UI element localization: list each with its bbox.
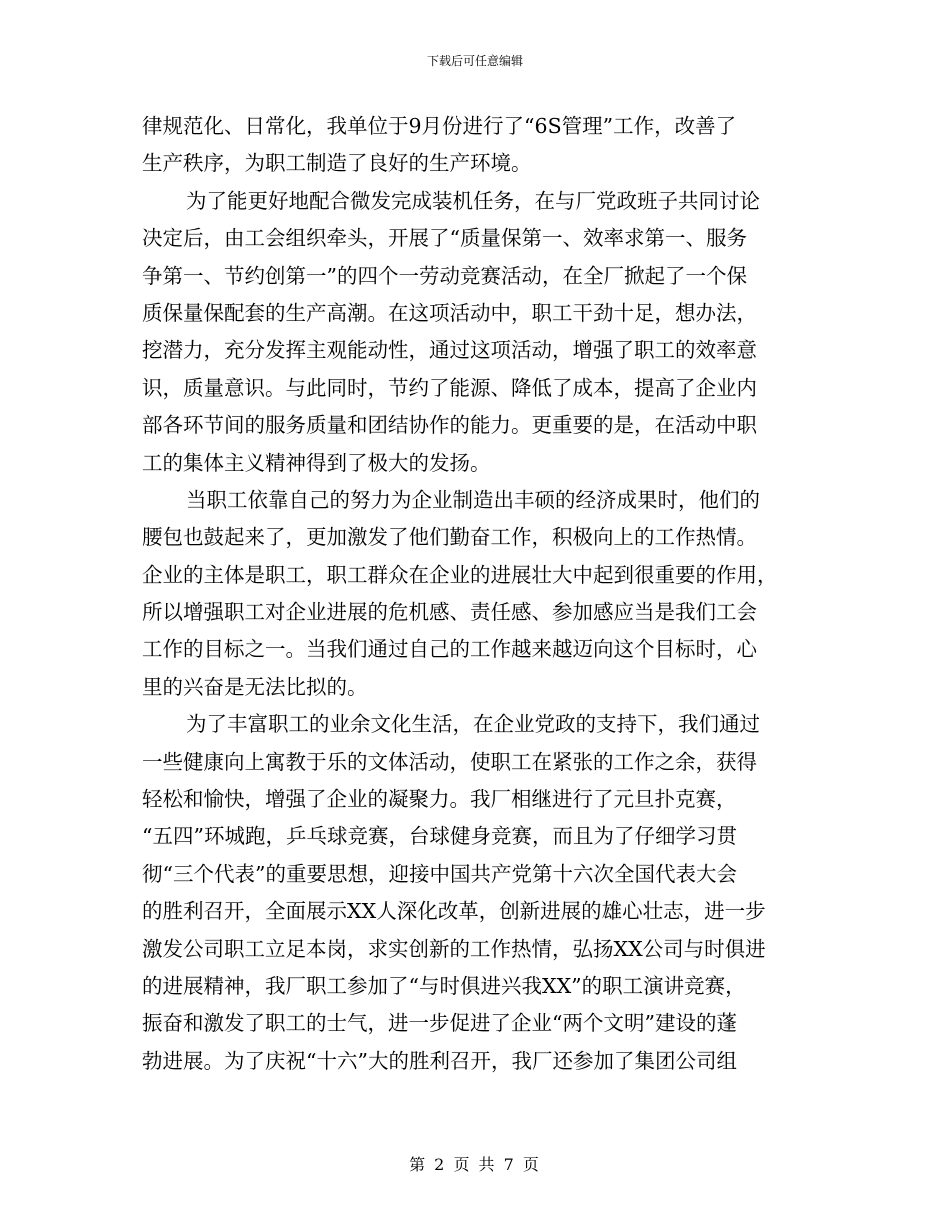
text-line: 腰包也鼓起来了，更加激发了他们勤奋工作，积极向上的工作热情。 <box>142 525 757 550</box>
page-number: 第 2 页 共 7 页 <box>409 1155 541 1174</box>
text-line: 所以增强职工对企业进展的危机感、责任感、参加感应当是我们工会 <box>142 600 757 625</box>
text-line: 当职工依靠自己的努力为企业制造出丰硕的经济成果时，他们的 <box>186 487 760 512</box>
text-line: 振奋和激发了职工的士气，进一步促进了企业“两个文明”建设的蓬 <box>142 1011 737 1036</box>
text-line: 质保量保配套的生产高潮。在这项活动中，职工干劲十足，想办法， <box>142 300 757 325</box>
text-line: 工作的目标之一。当我们通过自己的工作越来越迈向这个目标时，心 <box>142 637 757 662</box>
text-line: 激发公司职工立足本岗，求实创新的工作热情，弘扬XX公司与时俱进 <box>142 936 766 961</box>
text-line: 律规范化、日常化，我单位于9月份进行了“6S管理”工作，改善了 <box>142 114 737 138</box>
text-line: 部各环节间的服务质量和团结协作的能力。更重要的是，在活动中职 <box>142 413 757 438</box>
text-line: “五四”环城跑，乒乓球竞赛，台球健身竞赛，而且为了仔细学习贯 <box>142 824 737 849</box>
text-line: 决定后，由工会组织牵头，开展了“质量保第一、效率求第一、服务 <box>142 226 747 251</box>
text-line: 生产秩序，为职工制造了良好的生产环境。 <box>142 151 532 176</box>
text-line: 工的集体主义精神得到了极大的发扬。 <box>142 450 491 475</box>
text-line: 一些健康向上寓教于乐的文体活动，使职工在紧张的工作之余，获得 <box>142 749 757 774</box>
text-line: 为了丰富职工的业余文化生活，在企业党政的支持下，我们通过 <box>186 712 760 737</box>
page-header: 下载后可任意编辑 <box>426 54 523 68</box>
text-line: 勃进展。为了庆祝“十六”大的胜利召开，我厂还参加了集团公司组 <box>142 1048 737 1073</box>
text-line: 识，质量意识。与此同时，节约了能源、降低了成本，提高了企业内 <box>142 375 757 400</box>
text-line: 为了能更好地配合微发完成装机任务，在与厂党政班子共同讨论 <box>186 188 760 213</box>
text-line: 的胜利召开，全面展示XX人深化改革，创新进展的雄心壮志，进一步 <box>142 899 766 924</box>
text-line: 挖潜力，充分发挥主观能动性，通过这项活动，增强了职工的效率意 <box>142 338 757 363</box>
text-line: 轻松和愉快，增强了企业的凝聚力。我厂相继进行了元旦扑克赛， <box>142 787 737 812</box>
text-line: 的进展精神，我厂职工参加了“与时俱进兴我XX”的职工演讲竞赛， <box>142 973 746 998</box>
text-line: 争第一、节约创第一”的四个一劳动竞赛活动，在全厂掀起了一个保 <box>142 263 747 288</box>
text-line: 里的兴奋是无法比拟的。 <box>142 674 368 699</box>
document-body <box>142 108 810 1080</box>
text-line: 企业的主体是职工，职工群众在企业的进展壮大中起到很重要的作用， <box>142 562 778 587</box>
text-line: 彻“三个代表”的重要思想，迎接中国共产党第十六次全国代表大会 <box>142 861 737 886</box>
